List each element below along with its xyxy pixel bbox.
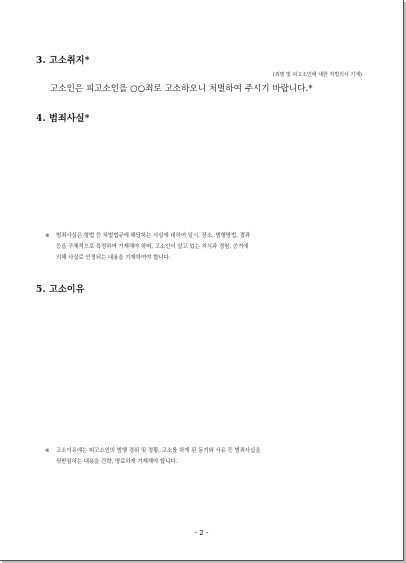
section-3-note: (죄명 및 피고소인에 대한 처벌의사 기재)	[272, 72, 362, 78]
complaint-purpose-text: 고소인은 피고소인을 ○○죄로 고소하오니 처벌하여 주시기 바랍니다.*	[50, 84, 313, 94]
reference-mark: ※	[45, 448, 50, 454]
facts-guidance-note	[45, 231, 367, 264]
section-3-heading: 3. 고소취지*	[36, 56, 90, 66]
reason-guidance-note	[45, 446, 367, 468]
section-5-heading: 5. 고소이유	[36, 285, 85, 295]
reason-note-line: 고소이유에는 피고소인의 범행 경위 및 정황, 고소를 하게 된 동기와 사유 등 범죄사실을	[56, 448, 261, 454]
facts-note-line: 범죄사실은 형법 등 처벌법규에 해당하는 사실에 대하여 일시, 장소, 범행방법, 결과	[56, 233, 251, 239]
page-number: - 2 -	[194, 529, 209, 537]
reference-mark: ※	[45, 233, 50, 239]
facts-note-line: 등을 구체적으로 특정하여 기재해야 하며, 고소인이 알고 있는 지식과 경험, 증거에	[56, 244, 249, 250]
section-4-heading: 4. 범죄사실*	[36, 114, 90, 124]
reason-note-line: 뒷받침하는 내용을 간략, 명료하게 기재해야 합니다.	[56, 459, 178, 465]
facts-note-line: 의해 사실로 인정되는 내용을 기재하여야 합니다.	[56, 255, 171, 261]
